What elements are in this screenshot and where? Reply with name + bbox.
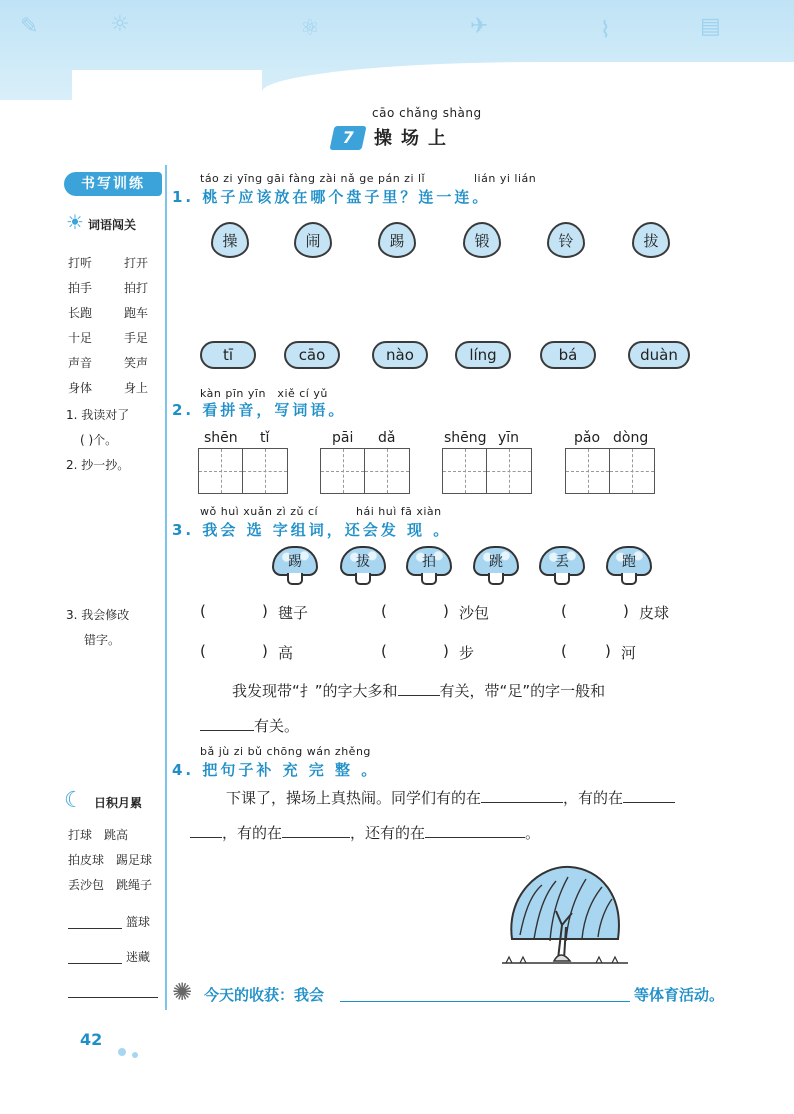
word-pinyin: dòng [613,430,649,446]
note-copy: 2. 抄一抄。 [66,458,130,472]
lesson-title-pinyin: cāo chǎng shàng [372,106,482,120]
fill-word: 皮球 [639,604,670,622]
plate-pinyin[interactable]: nào [372,341,428,369]
word-pinyin: pāi [332,430,354,446]
accum-word: 迷藏 [126,950,151,964]
paren-open: ( [200,642,206,660]
word: 跑车 [124,306,149,320]
discovery-line1: 我发现带“扌”的字大多和 有关，带“足”的字一般和 [232,682,606,700]
paren-open: ( [561,602,567,620]
paren-close: ) [262,602,268,620]
lesson-title: 操场上 [374,128,455,149]
writing-grid[interactable] [198,448,288,494]
word: 身上 [124,381,149,395]
q1-title: 1. 桃子应该放在哪个盘子里？连一连。 [172,188,491,206]
writing-grid[interactable] [565,448,655,494]
bulb-deco-icon: ☼ [110,12,130,37]
mushroom-char[interactable]: 拍 [406,546,452,586]
q2-title: 2. 看拼音，写词语。 [172,401,347,419]
mushroom-char[interactable]: 跳 [473,546,519,586]
q4-line1: 下课了，操场上真热闹。同学们有的在 ，有的在 [226,783,736,813]
writing-grid[interactable] [442,448,532,494]
plate-pinyin[interactable]: bá [540,341,596,369]
sidebar-section-vocab: 词语闯关 [88,218,137,232]
sun-icon: ☀ [66,210,84,234]
plate-pinyin[interactable]: duàn [628,341,690,369]
word: 打听 [68,256,93,270]
word: 拍打 [124,281,149,295]
paren-close: ) [623,602,629,620]
bubble-deco [118,1048,126,1056]
book-deco-icon: ▤ [700,14,721,39]
word: 身体 [68,381,93,395]
word-pinyin: shēn [204,430,238,446]
lesson-number-badge: 7 [329,126,366,150]
mushroom-char[interactable]: 丢 [539,546,585,586]
bubble-deco [132,1052,138,1058]
accum-row: 丢沙包 跳绳子 [68,878,153,892]
hedgehog-icon: ✺ [172,978,193,1006]
paren-open: ( [381,642,387,660]
harvest-blank[interactable] [340,984,630,1002]
mushroom-char[interactable]: 拔 [340,546,386,586]
ruler-deco-icon: ✎ [20,14,39,39]
q1-pinyin-b: lián yi lián [474,172,537,185]
word: 长跑 [68,306,93,320]
peach-char[interactable]: 锻 [463,222,501,258]
q2-pinyin: kàn pīn yīn xiě cí yǔ [200,387,328,400]
accum-blank[interactable] [68,948,122,964]
word: 打开 [124,256,149,270]
q4-line2: ，有的在 ，还有的在 。 [190,818,710,848]
paren-open: ( [561,642,567,660]
banner-wave [262,62,794,132]
banner-cutout [72,70,262,106]
page-number: 42 [80,1030,103,1049]
q1-pinyin-a: táo zi yīng gāi fàng zài nǎ ge pán zi lǐ [200,172,426,185]
note-fix: 3. 我会修改 [66,608,130,622]
peach-char[interactable]: 踢 [378,222,416,258]
plate-pinyin[interactable]: líng [455,341,511,369]
paren-close: ) [443,642,449,660]
paren-open: ( [381,602,387,620]
q3-pinyin-b: hái huì fā xiàn [356,505,442,518]
atom-deco-icon: ⚛ [300,16,320,41]
paren-close: ) [443,602,449,620]
word-pinyin: pǎo [574,430,601,446]
note-read-count: ( )个。 [80,433,118,447]
peach-char[interactable]: 闹 [294,222,332,258]
accum-blank[interactable] [68,913,122,929]
word: 笑声 [124,356,149,370]
harvest-label: 今天的收获：我会 [204,986,325,1004]
willow-tree-illustration [500,855,630,970]
mushroom-char[interactable]: 跑 [606,546,652,586]
q3-title: 3. 我会 选 字组词，还会发 现 。 [172,521,452,539]
sentence-blank[interactable] [481,787,563,803]
plane-deco-icon: ✈ [470,14,489,39]
sentence-blank[interactable] [623,787,675,803]
paren-close: ) [262,642,268,660]
q4-title: 4. 把句子补 充 完 整 。 [172,761,380,779]
fill-word: 步 [459,644,475,662]
fill-word: 河 [621,644,637,662]
word-pinyin: dǎ [378,430,396,446]
plate-pinyin[interactable]: cāo [284,341,340,369]
paren-close: ) [605,642,611,660]
accum-row: 拍皮球 踢足球 [68,853,153,867]
accum-blank[interactable] [68,984,158,998]
word-pinyin: yīn [498,430,520,446]
sidebar-divider [165,165,167,1010]
word: 十足 [68,331,93,345]
word: 声音 [68,356,93,370]
plate-pinyin[interactable]: tī [200,341,256,369]
moon-icon: ☾ [64,788,84,813]
accum-row: 打球 跳高 [68,828,129,842]
word: 手足 [124,331,149,345]
mushroom-char[interactable]: 踢 [272,546,318,586]
peach-char[interactable]: 操 [211,222,249,258]
dna-deco-icon: ⌇ [600,18,611,43]
note-read: 1. 我读对了 [66,408,130,422]
note-fix-b: 错字。 [84,633,121,647]
accum-word: 篮球 [126,915,151,929]
word-pinyin: shēng [444,430,487,446]
sentence-blank[interactable] [282,822,350,838]
word-pinyin: tǐ [260,430,270,446]
fill-word: 高 [278,644,294,662]
q4-pinyin: bǎ jù zi bǔ chōng wán zhěng [200,745,371,758]
fill-word: 毽子 [278,604,309,622]
discovery-blank[interactable] [398,680,440,696]
q3-pinyin-a: wǒ huì xuǎn zì zǔ cí [200,505,319,518]
paren-open: ( [200,602,206,620]
peach-char[interactable]: 铃 [547,222,585,258]
sentence-blank[interactable] [425,822,525,838]
sidebar-section-accum: 日积月累 [94,796,143,810]
word: 拍手 [68,281,93,295]
harvest-suffix: 等体育活动。 [634,986,725,1004]
discovery-blank[interactable] [200,715,254,731]
peach-char[interactable]: 拔 [632,222,670,258]
discovery-line2: 有关。 [200,711,500,741]
sentence-blank[interactable] [190,822,222,838]
fill-word: 沙包 [459,604,490,622]
sidebar-tag: 书写训练 [64,172,162,196]
writing-grid[interactable] [320,448,410,494]
